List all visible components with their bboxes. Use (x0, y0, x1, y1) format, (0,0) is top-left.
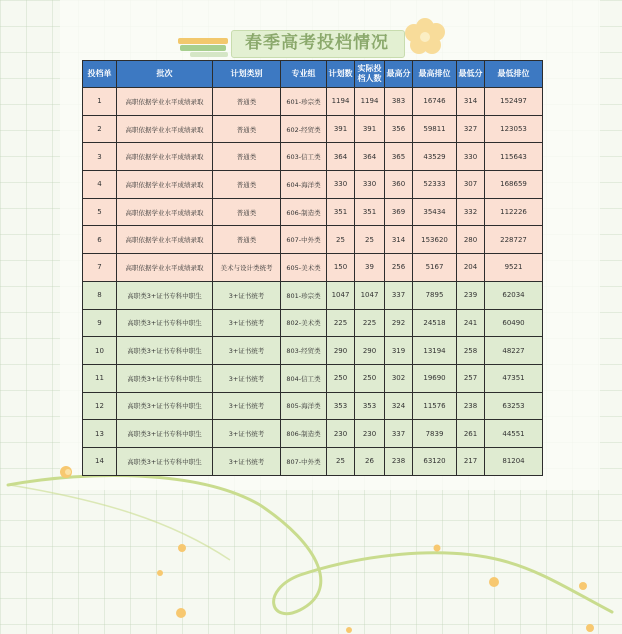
table-cell: 1047 (355, 281, 385, 309)
table-cell: 5167 (413, 254, 457, 282)
table-cell: 605-美术类 (281, 254, 327, 282)
admission-table (82, 60, 543, 476)
table-cell: 63120 (413, 447, 457, 475)
table-cell: 1047 (327, 281, 355, 309)
table-cell: 美术与设计类统考 (213, 254, 281, 282)
column-header: 最高分 (385, 61, 413, 88)
table-cell: 9 (83, 309, 117, 337)
table-row (83, 281, 543, 309)
column-header: 计划类别 (213, 61, 281, 88)
table-cell: 3+证书统考 (213, 281, 281, 309)
table-cell: 290 (355, 337, 385, 365)
table-cell: 806-制造类 (281, 420, 327, 448)
table-cell: 9521 (485, 254, 543, 282)
table-cell: 高职依据学业水平成绩录取 (117, 198, 213, 226)
table-cell: 801-珍宗类 (281, 281, 327, 309)
table-cell: 13 (83, 420, 117, 448)
table-cell: 150 (327, 254, 355, 282)
table-cell: 44551 (485, 420, 543, 448)
table-cell: 256 (385, 254, 413, 282)
table-cell: 14 (83, 447, 117, 475)
table-cell: 高职依据学业水平成绩录取 (117, 171, 213, 199)
table-cell: 1 (83, 88, 117, 116)
table-cell: 普通类 (213, 115, 281, 143)
table-cell: 302 (385, 364, 413, 392)
table-cell: 3+证书统考 (213, 337, 281, 365)
table-cell: 603-信工类 (281, 143, 327, 171)
table-cell: 112226 (485, 198, 543, 226)
table-cell: 12 (83, 392, 117, 420)
table-cell: 39 (355, 254, 385, 282)
table-cell: 48227 (485, 337, 543, 365)
table-cell: 3+证书统考 (213, 309, 281, 337)
column-header: 最低排位 (485, 61, 543, 88)
table-cell: 805-海洋类 (281, 392, 327, 420)
table-cell: 369 (385, 198, 413, 226)
table-row (83, 88, 543, 116)
table-cell: 802-美术类 (281, 309, 327, 337)
table-cell: 5 (83, 198, 117, 226)
table-cell: 327 (457, 115, 485, 143)
table-cell: 123053 (485, 115, 543, 143)
table-cell: 365 (385, 143, 413, 171)
table-cell: 391 (327, 115, 355, 143)
table-cell: 59811 (413, 115, 457, 143)
table-cell: 高职依据学业水平成绩录取 (117, 254, 213, 282)
table-cell: 52333 (413, 171, 457, 199)
table-cell: 356 (385, 115, 413, 143)
table-cell: 604-海洋类 (281, 171, 327, 199)
table-cell: 6 (83, 226, 117, 254)
table-cell: 364 (327, 143, 355, 171)
table-cell: 62034 (485, 281, 543, 309)
table-cell: 3+证书统考 (213, 447, 281, 475)
table-cell: 60490 (485, 309, 543, 337)
table-cell: 330 (457, 143, 485, 171)
table-cell: 391 (355, 115, 385, 143)
table-cell: 高职类3+证书专科中职生 (117, 337, 213, 365)
table-cell: 383 (385, 88, 413, 116)
table-cell: 高职依据学业水平成绩录取 (117, 88, 213, 116)
table-cell: 7839 (413, 420, 457, 448)
table-cell: 普通类 (213, 88, 281, 116)
table-cell: 351 (355, 198, 385, 226)
table-cell: 319 (385, 337, 413, 365)
table-cell: 16746 (413, 88, 457, 116)
table-cell: 63253 (485, 392, 543, 420)
table-cell: 81204 (485, 447, 543, 475)
table-row (83, 337, 543, 365)
table-cell: 高职依据学业水平成绩录取 (117, 115, 213, 143)
table-cell: 225 (327, 309, 355, 337)
table-cell: 高职类3+证书专科中职生 (117, 392, 213, 420)
table-cell: 337 (385, 281, 413, 309)
table-cell: 601-珍宗类 (281, 88, 327, 116)
table-cell: 351 (327, 198, 355, 226)
table-cell: 11576 (413, 392, 457, 420)
table-row (83, 171, 543, 199)
table-cell: 10 (83, 337, 117, 365)
table-header-row (83, 61, 543, 88)
table-cell: 高职类3+证书专科中职生 (117, 420, 213, 448)
table-cell: 3 (83, 143, 117, 171)
page-title: 春季高考投档情况 (245, 33, 389, 53)
table-cell: 807-中外类 (281, 447, 327, 475)
table-cell: 3+证书统考 (213, 364, 281, 392)
table-cell: 261 (457, 420, 485, 448)
table-cell: 280 (457, 226, 485, 254)
table-cell: 353 (355, 392, 385, 420)
table-cell: 1194 (327, 88, 355, 116)
column-header: 投档单 (83, 61, 117, 88)
table-cell: 217 (457, 447, 485, 475)
table-cell: 804-信工类 (281, 364, 327, 392)
table-cell: 364 (355, 143, 385, 171)
table-cell: 250 (327, 364, 355, 392)
table-cell: 高职类3+证书专科中职生 (117, 281, 213, 309)
column-header: 最高排位 (413, 61, 457, 88)
table-cell: 26 (355, 447, 385, 475)
table-cell: 337 (385, 420, 413, 448)
table-cell: 314 (457, 88, 485, 116)
table-cell: 803-经贸类 (281, 337, 327, 365)
table-cell: 257 (457, 364, 485, 392)
table-cell: 3+证书统考 (213, 420, 281, 448)
table-row (83, 115, 543, 143)
table-cell: 25 (327, 226, 355, 254)
column-header: 计划数 (327, 61, 355, 88)
table-cell: 607-中外类 (281, 226, 327, 254)
table-cell: 330 (355, 171, 385, 199)
table-cell: 606-制造类 (281, 198, 327, 226)
table-cell: 高职类3+证书专科中职生 (117, 364, 213, 392)
table-cell: 4 (83, 171, 117, 199)
table-cell: 8 (83, 281, 117, 309)
table-cell: 普通类 (213, 198, 281, 226)
title-area (176, 26, 456, 60)
table-cell: 324 (385, 392, 413, 420)
table-cell: 高职类3+证书专科中职生 (117, 447, 213, 475)
table-cell: 307 (457, 171, 485, 199)
table-cell: 230 (355, 420, 385, 448)
table-cell: 292 (385, 309, 413, 337)
table-body (83, 88, 543, 476)
table-cell: 35434 (413, 198, 457, 226)
table-cell: 168659 (485, 171, 543, 199)
table-cell: 332 (457, 198, 485, 226)
table-cell: 204 (457, 254, 485, 282)
table-cell: 25 (327, 447, 355, 475)
table-cell: 290 (327, 337, 355, 365)
table-cell: 602-经贸类 (281, 115, 327, 143)
table-cell: 13194 (413, 337, 457, 365)
table-cell: 115643 (485, 143, 543, 171)
table-cell: 230 (327, 420, 355, 448)
table-cell: 2 (83, 115, 117, 143)
table-cell: 225 (355, 309, 385, 337)
table-cell: 258 (457, 337, 485, 365)
table-cell: 7 (83, 254, 117, 282)
table-cell: 普通类 (213, 226, 281, 254)
column-header: 最低分 (457, 61, 485, 88)
table-cell: 19690 (413, 364, 457, 392)
table-row (83, 254, 543, 282)
table-row (83, 420, 543, 448)
column-header: 实际投档人数 (355, 61, 385, 88)
table-cell: 353 (327, 392, 355, 420)
table-cell: 360 (385, 171, 413, 199)
table-cell: 普通类 (213, 171, 281, 199)
table-cell: 25 (355, 226, 385, 254)
table-cell: 1194 (355, 88, 385, 116)
table-row (83, 309, 543, 337)
table-cell: 24518 (413, 309, 457, 337)
column-header: 批次 (117, 61, 213, 88)
table-cell: 152497 (485, 88, 543, 116)
table-cell: 314 (385, 226, 413, 254)
table-row (83, 447, 543, 475)
table-cell: 3+证书统考 (213, 392, 281, 420)
table-row (83, 143, 543, 171)
table-row (83, 364, 543, 392)
table-row (83, 198, 543, 226)
table-cell: 228727 (485, 226, 543, 254)
table-cell: 153620 (413, 226, 457, 254)
table-row (83, 392, 543, 420)
table-cell: 高职依据学业水平成绩录取 (117, 226, 213, 254)
table-cell: 47351 (485, 364, 543, 392)
table-cell: 250 (355, 364, 385, 392)
table-cell: 238 (457, 392, 485, 420)
table-cell: 普通类 (213, 143, 281, 171)
table-cell: 11 (83, 364, 117, 392)
table-cell: 241 (457, 309, 485, 337)
table-row (83, 226, 543, 254)
table-cell: 330 (327, 171, 355, 199)
table-cell: 239 (457, 281, 485, 309)
table-cell: 7895 (413, 281, 457, 309)
table-cell: 43529 (413, 143, 457, 171)
table-cell: 高职类3+证书专科中职生 (117, 309, 213, 337)
table-cell: 238 (385, 447, 413, 475)
column-header: 专业组 (281, 61, 327, 88)
table-cell: 高职依据学业水平成绩录取 (117, 143, 213, 171)
